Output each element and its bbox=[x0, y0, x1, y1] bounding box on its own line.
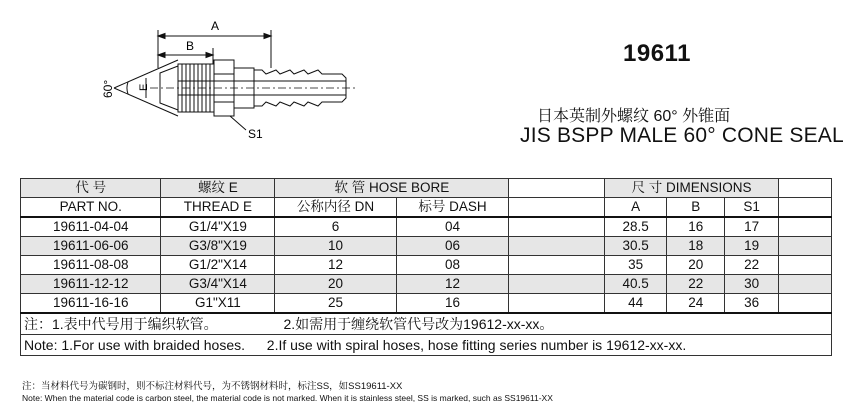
cell-empty bbox=[509, 275, 605, 294]
table-row bbox=[21, 217, 832, 237]
cell-dn: 10 bbox=[275, 237, 396, 256]
cell-dash: 16 bbox=[396, 294, 509, 314]
cell-b: 20 bbox=[666, 256, 725, 275]
spec-table bbox=[20, 178, 832, 356]
cell-s1: 19 bbox=[725, 237, 778, 256]
cell-b: 16 bbox=[666, 217, 725, 237]
cell-a: 40.5 bbox=[605, 275, 667, 294]
table-row bbox=[21, 275, 832, 294]
header-blank bbox=[509, 179, 605, 198]
header-s1: S1 bbox=[725, 198, 778, 218]
header-blank-right bbox=[778, 179, 831, 198]
cell-thread: G1/4"X19 bbox=[161, 217, 275, 237]
header-part-cn: 代 号 bbox=[21, 179, 161, 198]
cell-empty bbox=[509, 217, 605, 237]
note-en bbox=[21, 335, 832, 356]
cell-a: 28.5 bbox=[605, 217, 667, 237]
cell-s1: 17 bbox=[725, 217, 778, 237]
header-part-no: PART NO. bbox=[21, 198, 161, 218]
header-a: A bbox=[605, 198, 667, 218]
footnote-cn: 注：当材料代号为碳钢时，则不标注材料代号，为不锈钢材料时，标注SS，如SS19611-XX bbox=[22, 381, 403, 392]
cell-s1: 22 bbox=[725, 256, 778, 275]
cell-thread: G3/4"X14 bbox=[161, 275, 275, 294]
cell-b: 24 bbox=[666, 294, 725, 314]
cell-empty bbox=[778, 237, 831, 256]
dim-e-label: E bbox=[138, 83, 150, 91]
cell-a: 35 bbox=[605, 256, 667, 275]
cell-part: 19611-16-16 bbox=[21, 294, 161, 314]
footnote-en: Note: When the material code is carbon steel, the material code is not marked. When it is stainless steel, SS is marked, such as SS19611-XX bbox=[22, 393, 553, 403]
cell-s1: 36 bbox=[725, 294, 778, 314]
note-cn-1: 注：1.表中代号用于编织软管。 bbox=[24, 316, 218, 332]
cell-empty bbox=[509, 256, 605, 275]
cell-dn: 25 bbox=[275, 294, 396, 314]
cell-a: 44 bbox=[605, 294, 667, 314]
cell-part: 19611-06-06 bbox=[21, 237, 161, 256]
cell-b: 22 bbox=[666, 275, 725, 294]
cell-thread: G1/2"X14 bbox=[161, 256, 275, 275]
cell-empty bbox=[778, 294, 831, 314]
note-cn bbox=[21, 313, 832, 335]
header-thread-e: THREAD E bbox=[161, 198, 275, 218]
header-dash: 标号 DASH bbox=[396, 198, 509, 218]
cell-part: 19611-04-04 bbox=[21, 217, 161, 237]
cell-b: 18 bbox=[666, 237, 725, 256]
table-row bbox=[21, 256, 832, 275]
note-row-cn bbox=[21, 313, 832, 335]
cell-empty bbox=[778, 275, 831, 294]
header-row-2 bbox=[21, 198, 832, 218]
cell-empty bbox=[778, 217, 831, 237]
fitting-drawing bbox=[90, 18, 390, 158]
cell-dn: 6 bbox=[275, 217, 396, 237]
cell-empty bbox=[778, 256, 831, 275]
header-empty-right bbox=[778, 198, 831, 218]
cell-part: 19611-12-12 bbox=[21, 275, 161, 294]
cell-dash: 06 bbox=[396, 237, 509, 256]
table-row bbox=[21, 237, 832, 256]
cell-dash: 08 bbox=[396, 256, 509, 275]
header-empty bbox=[509, 198, 605, 218]
note-cn-2: 2.如需用于缠绕软管代号改为19612-xx-xx。 bbox=[283, 316, 554, 332]
cell-dash: 04 bbox=[396, 217, 509, 237]
chinese-title: 日本英制外螺纹 60° 外锥面 bbox=[537, 108, 731, 125]
table-row bbox=[21, 294, 832, 314]
header-b: B bbox=[666, 198, 725, 218]
header-dimensions: 尺 寸 DIMENSIONS bbox=[605, 179, 778, 198]
note-en-2: 2.If use with spiral hoses, hose fitting series number is 19612-xx-xx. bbox=[266, 337, 687, 353]
english-title: JIS BSPP MALE 60° CONE SEAL bbox=[520, 124, 844, 147]
cone-angle-label: 60° bbox=[101, 79, 115, 98]
cell-dn: 20 bbox=[275, 275, 396, 294]
header-hose-bore: 软 管 HOSE BORE bbox=[275, 179, 509, 198]
cell-dn: 12 bbox=[275, 256, 396, 275]
header-dn: 公称内径 DN bbox=[275, 198, 396, 218]
part-number-title: 19611 bbox=[623, 40, 691, 67]
cell-part: 19611-08-08 bbox=[21, 256, 161, 275]
cell-empty bbox=[509, 237, 605, 256]
cell-empty bbox=[509, 294, 605, 314]
cell-thread: G3/8"X19 bbox=[161, 237, 275, 256]
cell-a: 30.5 bbox=[605, 237, 667, 256]
dim-s1-label: S1 bbox=[248, 127, 263, 141]
note-en-1: Note: 1.For use with braided hoses. bbox=[24, 337, 246, 353]
dim-a-label: A bbox=[211, 19, 220, 33]
header-thread-cn: 螺纹 E bbox=[161, 179, 275, 198]
cell-dash: 12 bbox=[396, 275, 509, 294]
cell-s1: 30 bbox=[725, 275, 778, 294]
dim-b-label: B bbox=[186, 39, 195, 53]
note-row-en bbox=[21, 335, 832, 356]
header-row-1 bbox=[21, 179, 832, 198]
cell-thread: G1"X11 bbox=[161, 294, 275, 314]
